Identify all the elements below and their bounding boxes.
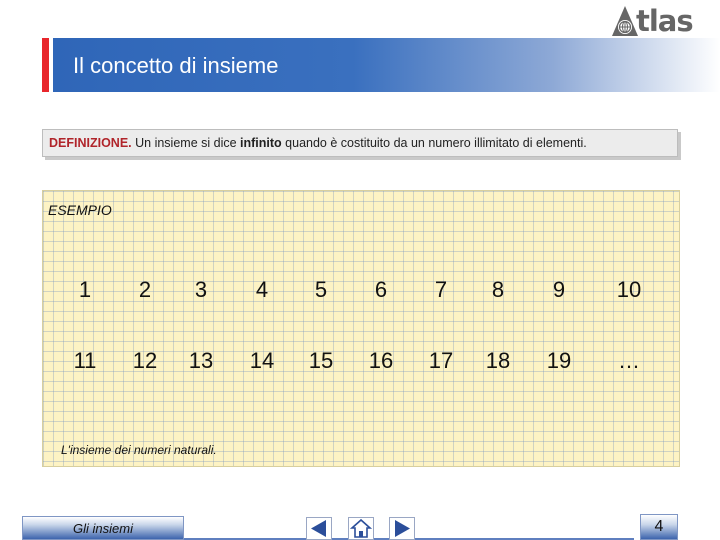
number-cell: 16 [368, 348, 394, 373]
home-icon [348, 517, 374, 540]
number-cell: 11 [73, 348, 97, 373]
natural-numbers-grid [43, 191, 679, 466]
definition-bold-word: infinito [240, 136, 282, 150]
home-button[interactable] [348, 517, 374, 540]
number-cell: 3 [194, 277, 208, 302]
number-cell: 17 [428, 348, 454, 373]
definition-box [42, 129, 678, 157]
page-number: 4 [654, 518, 664, 535]
definition-label: DEFINIZIONE. [49, 136, 132, 150]
number-cell: 6 [374, 277, 388, 302]
page-title: Il concetto di insieme [73, 53, 279, 78]
section-label: Gli insiemi [73, 521, 133, 536]
logo-text: tlas [636, 4, 693, 38]
number-cell: 8 [491, 277, 505, 302]
number-cell: 9 [552, 277, 566, 302]
number-cell: 10 [616, 277, 642, 302]
number-cell: 14 [249, 348, 275, 373]
number-cell: … [618, 348, 640, 373]
number-cell: 13 [188, 348, 214, 373]
number-cell: 18 [485, 348, 511, 373]
previous-button[interactable] [306, 517, 332, 540]
number-cell: 2 [138, 277, 152, 302]
title-band [53, 38, 720, 92]
atlas-logo [612, 4, 702, 38]
number-cell: 15 [308, 348, 334, 373]
definition-text-before: Un insieme si dice [131, 136, 241, 150]
example-panel [42, 190, 680, 467]
title-accent-bar [42, 38, 49, 92]
section-tab [22, 516, 184, 540]
page-number-box [640, 514, 678, 540]
atlas-globe-logo-icon [612, 6, 638, 36]
number-cell: 5 [314, 277, 328, 302]
definition-text-after: quando è costituito da un numero illimitato di elementi. [281, 136, 587, 150]
number-cell: 19 [546, 348, 572, 373]
number-cell: 7 [434, 277, 448, 302]
next-button[interactable] [389, 517, 415, 540]
number-cell: 4 [255, 277, 269, 302]
number-cell: 12 [132, 348, 158, 373]
number-cell: 1 [78, 277, 92, 302]
triangle-right-icon [389, 517, 415, 540]
example-caption: L'insieme dei numeri naturali. [61, 443, 217, 457]
triangle-left-icon [306, 517, 332, 540]
example-label: ESEMPIO [48, 202, 112, 218]
